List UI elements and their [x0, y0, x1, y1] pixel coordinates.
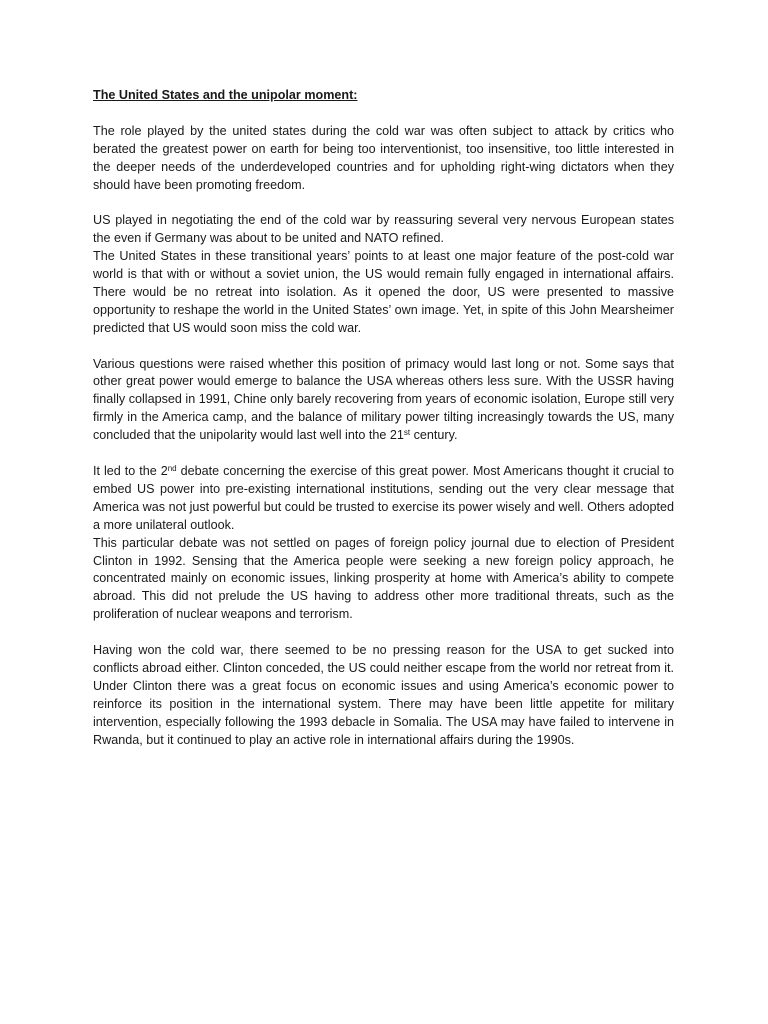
second-debate-start: It led to the 2 — [93, 463, 168, 478]
paragraph-primacy-questions — [93, 356, 674, 446]
paragraph-after-cold-war: Having won the cold war, there seemed to be no pressing reason for the USA to get sucked into conflicts abroad either. Clinton conceded, the US could neither escape from the world nor retreat from it. Under Clinton there was a great focus on economic issues and using America’s economic power to reinforce its position in the international system. There may have been little appetite for military intervention, especially following the 1993 debacle in Somalia. The USA may have failed to intervene in Rwanda, but it continued to play an active role in international affairs during the 1990s. — [93, 643, 674, 747]
primacy-text: Various questions were raised whether this position of primacy would last long or not. Some says that other great power would emerge to balance the USA whereas others less sure. With the USSR having finally collapsed in 1991, Chine only barely recovering from years of economic isolation, Europe still very firmly in the America camp, and the balance of military power tilting increasingly towards the US, many concluded that the unipolarity would last well into the 21 — [93, 356, 674, 443]
second-debate-text: debate concerning the exercise of this great power. Most Americans thought it crucial to embed US power into pre-existing international institutions, sending out the very clear message that America was not just powerful but could be trusted to exercise its power wisely and well. Others adopted a more unilateral outlook. — [93, 463, 674, 532]
paragraph-negotiating-end: US played in negotiating the end of the cold war by reassuring several very nervous European states the even if Germany was about to be united and NATO refined. — [93, 213, 674, 246]
document-title: The United States and the unipolar moment: — [93, 88, 358, 102]
paragraph-transitional-years: The United States in these transitional years’ points to at least one major feature of the post-cold war world is that with or without a soviet union, the US would remain fully engaged in international affairs. There would be no retreat into isolation. As it opened the door, US were presented to massive opportunity to reshape the world in the United States’ own image. Yet, in spite of this John Mearsheimer predicted that US would soon miss the cold war. — [93, 249, 674, 335]
paragraph-clinton-election: This particular debate was not settled on pages of foreign policy journal due to election of President Clinton in 1992. Sensing that the America people were seeking a new foreign policy approach, he concentrated mainly on economic issues, linking prosperity at home with America’s ability to compete abroad. This did not prelude the US having to address other more traditional threats, such as the proliferation of nuclear weapons and terrorism. — [93, 535, 674, 622]
document-page — [93, 87, 674, 749]
ordinal-suffix-st: st — [403, 428, 411, 438]
ordinal-suffix-nd: nd — [167, 463, 177, 473]
primacy-text-end: century. — [410, 428, 458, 443]
paragraph-second-debate — [93, 463, 674, 535]
paragraph-cold-war-criticism: The role played by the united states during the cold war was often subject to attack by critics who berated the greatest power on earth for being too interventionist, too insensitive, too little interested in the deeper needs of the underdeveloped countries and for upholding right-wing dictators when they should have been promoting freedom. — [93, 123, 674, 192]
